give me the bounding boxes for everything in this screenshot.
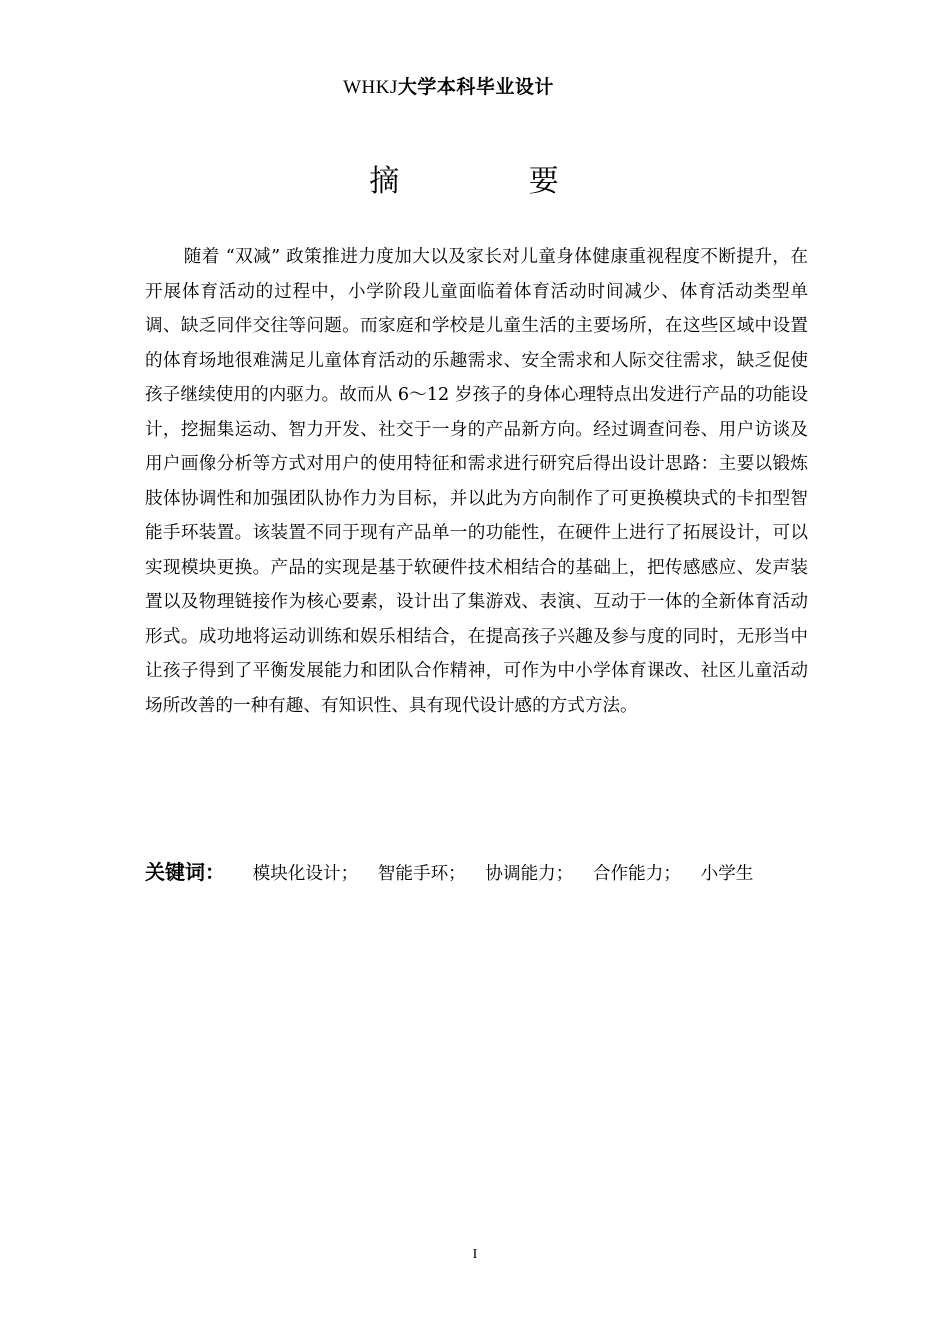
keyword-item: 合作能力: [592, 864, 664, 884]
keyword-item: 小学生: [700, 864, 754, 884]
abstract-title: 摘 要: [369, 164, 619, 199]
keywords-label: 关键词：: [145, 860, 225, 884]
keywords-line: [145, 857, 845, 889]
keyword-separator: ；: [448, 864, 466, 884]
keyword-separator: ；: [555, 864, 574, 884]
header-text: 大学本科毕业设计: [397, 76, 554, 98]
keyword-item: 模块化设计: [252, 864, 341, 884]
keyword-separator: ；: [340, 864, 359, 884]
abstract-body: 随着 “双减” 政策推进力度加大以及家长对儿童身体健康重视程度不断提升，在开展体育活动的过程中，小学阶段儿童面临着体育活动时间减少、体育活动类型单调、缺乏同伴交往等问题。而家庭和学校是儿童生活的主要场所，在这些区域中设置的体育场地很难满足儿童体育活动的乐趣需求、安全需求和人际交往需求，缺乏促使孩子继续使用的内驱力。故而从 6～12 岁孩子的身体心理特点出发进行产品的功能设计，挖掘集运动、智力开发、社交于一身的产品新方向。经过调查问卷、用户访谈及用户画像分析等方式对用户的使用特征和需求进行研究后得出设计思路：主要以锻炼肢体协调性和加强团队协作力为目标，并以此为方向制作了可更换模块式的卡扣型智能手环装置。该装置不同于现有产品单一的功能性，在硬件上进行了拓展设计，可以实现模块更换。产品的实现是基于软硬件技术相结合的基础上，把传感感应、发声装置以及物理链接作为核心要素，设计出了集游戏、表演、互动于一体的全新体育活动形式。成功地将运动训练和娱乐相结合，在提高孩子兴趣及参与度的同时，无形当中让孩子得到了平衡发展能力和团队合作精神，可作为中小学体育课改、社区儿童活动场所改善的一种有趣、有知识性、具有现代设计感的方式方法。: [145, 247, 808, 716]
page-number: I: [472, 1247, 478, 1262]
header-prefix: WHKJ: [343, 77, 398, 98]
keyword-item: 协调能力: [485, 864, 556, 884]
keyword-separator: ；: [663, 864, 681, 884]
keyword-item: 智能手环: [377, 864, 449, 884]
page-header: [0, 74, 897, 101]
